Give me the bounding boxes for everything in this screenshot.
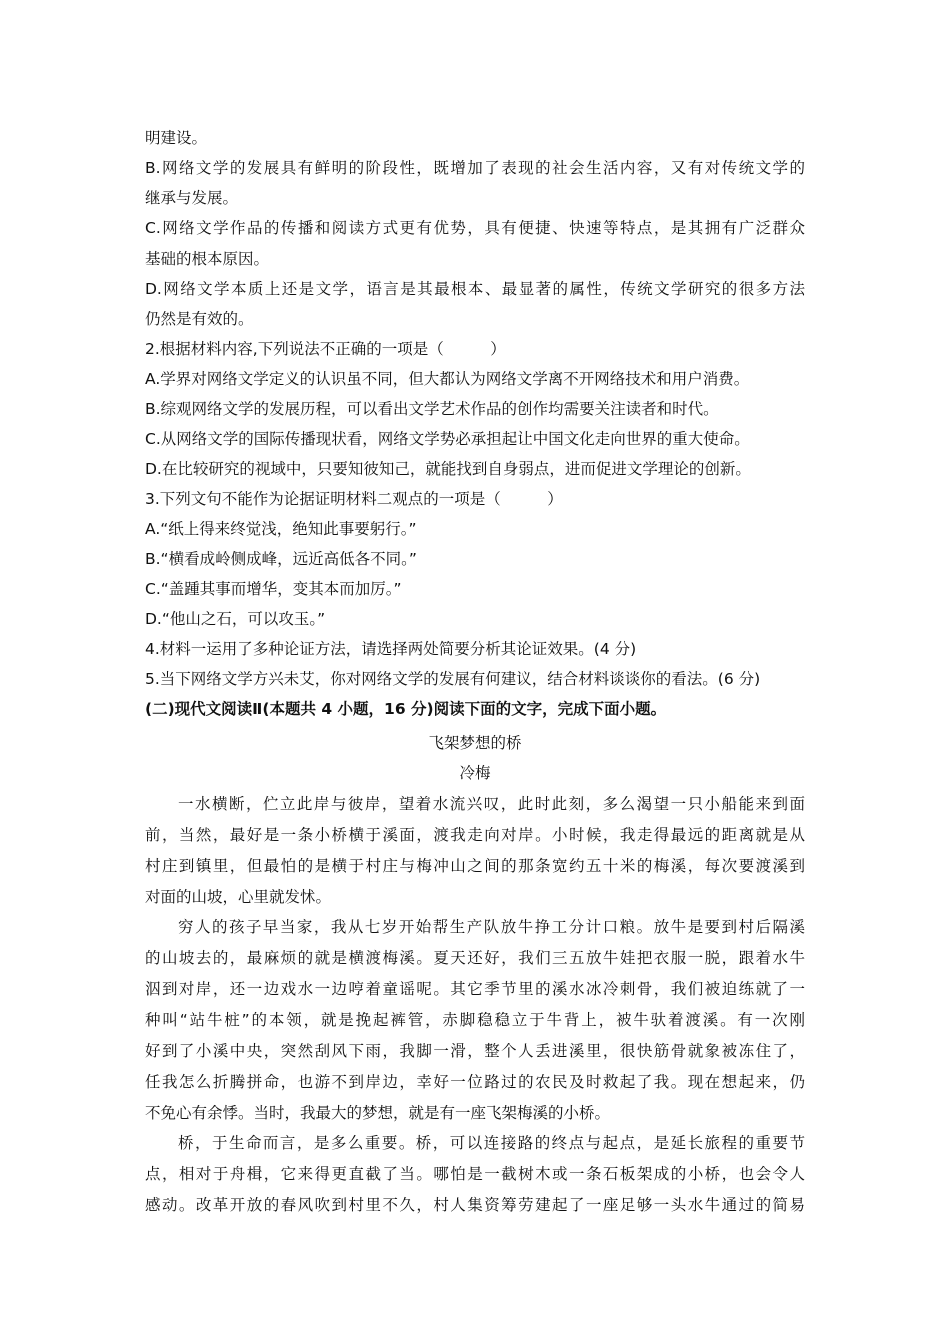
question-2: 2.根据材料内容,下列说法不正确的一项是（ ） xyxy=(145,340,506,358)
paragraph-line: 任我怎么折腾拼命，也游不到岸边，幸好一位路过的农民及时救起了我。现在想起来，仍 xyxy=(145,1073,805,1091)
article-author: 冷梅 xyxy=(459,764,491,782)
option-d-line: D.网络文学本质上还是文学，语言是其最根本、最显著的属性，传统文学研究的很多方法 xyxy=(145,280,805,298)
q2-option-a: A.学界对网络文学定义的认识虽不同，但大都认为网络文学离不开网络技术和用户消费。 xyxy=(145,370,750,388)
paragraph-line: 村庄到镇里，但最怕的是横于村庄与梅冲山之间的那条宽约五十米的梅溪，每次要渡溪到 xyxy=(145,857,805,875)
text-line: 继承与发展。 xyxy=(145,189,239,207)
q2-option-d: D.在比较研究的视域中，只要知彼知己，就能找到自身弱点，进而促进文学理论的创新。 xyxy=(145,460,751,478)
q3-option-c: C.“盖踵其事而增华，变其本而加厉。” xyxy=(145,580,402,598)
section-heading: (二)现代文阅读Ⅱ(本题共 4 小题，16 分)阅读下面的文字，完成下面小题。 xyxy=(145,700,667,718)
q2-option-b: B.综观网络文学的发展历程，可以看出文学艺术作品的创作均需要关注读者和时代。 xyxy=(145,400,719,418)
paragraph-line: 对面的山坡，心里就发怵。 xyxy=(145,888,332,906)
paragraph-line: 好到了小溪中央，突然刮风下雨，我脚一滑，整个人丢进溪里，很快筋骨就象被冻住了， xyxy=(145,1042,805,1060)
paragraph-line: 前，当然，最好是一条小桥横于溪面，渡我走向对岸。小时候，我走得最远的距离就是从 xyxy=(145,826,805,844)
option-b-line: B.网络文学的发展具有鲜明的阶段性，既增加了表现的社会生活内容，又有对传统文学的 xyxy=(145,159,805,177)
q2-option-c: C.从网络文学的国际传播现状看，网络文学势必承担起让中国文化走向世界的重大使命。 xyxy=(145,430,750,448)
q3-option-b: B.“横看成岭侧成峰，远近高低各不同。” xyxy=(145,550,417,568)
paragraph-line: 一水横断，伫立此岸与彼岸，望着水流兴叹，此时此刻，多么渴望一只小船能来到面 xyxy=(178,795,805,813)
option-c-line: C.网络文学作品的传播和阅读方式更有优势，具有便捷、快速等特点，是其拥有广泛群众 xyxy=(145,219,805,237)
question-5: 5.当下网络文学方兴未艾，你对网络文学的发展有何建议，结合材料谈谈你的看法。(6 分) xyxy=(145,670,761,688)
article-title: 飞架梦想的桥 xyxy=(428,734,522,752)
paragraph-line: 点，相对于舟楫，它来得更直截了当。哪怕是一截树木或一条石板架成的小桥，也会令人 xyxy=(145,1165,805,1183)
text-line: 仍然是有效的。 xyxy=(145,310,254,328)
text-line: 基础的根本原因。 xyxy=(145,250,270,268)
text-line: 明建设。 xyxy=(145,129,208,147)
paragraph-line: 种叫“站牛桩”的本领，就是挽起裤管，赤脚稳稳立于牛背上，被牛驮着渡溪。有一次刚 xyxy=(145,1011,805,1029)
paragraph-line: 不免心有余悸。当时，我最大的梦想，就是有一座飞架梅溪的小桥。 xyxy=(145,1104,611,1122)
question-3: 3.下列文句不能作为论据证明材料二观点的一项是（ ） xyxy=(145,490,563,508)
paragraph-line: 泅到对岸，还一边戏水一边哼着童谣呢。其它季节里的溪水冰冷刺骨，我们被迫练就了一 xyxy=(145,980,805,998)
q3-option-d: D.“他山之石，可以攻玉。” xyxy=(145,610,326,628)
paragraph-line: 感动。改革开放的春风吹到村里不久，村人集资筹劳建起了一座足够一头水牛通过的简易 xyxy=(145,1196,805,1214)
paragraph-line: 桥，于生命而言，是多么重要。桥，可以连接路的终点与起点，是延长旅程的重要节 xyxy=(178,1134,805,1152)
paragraph-line: 穷人的孩子早当家，我从七岁开始帮生产队放牛挣工分计口粮。放牛是要到村后隔溪 xyxy=(178,918,805,936)
question-4: 4.材料一运用了多种论证方法，请选择两处简要分析其论证效果。(4 分) xyxy=(145,640,637,658)
q3-option-a: A.“纸上得来终觉浅，绝知此事要躬行。” xyxy=(145,520,417,538)
paragraph-line: 的山坡去的，最麻烦的就是横渡梅溪。夏天还好，我们三五放牛娃把衣服一脱，跟着水牛 xyxy=(145,949,805,967)
